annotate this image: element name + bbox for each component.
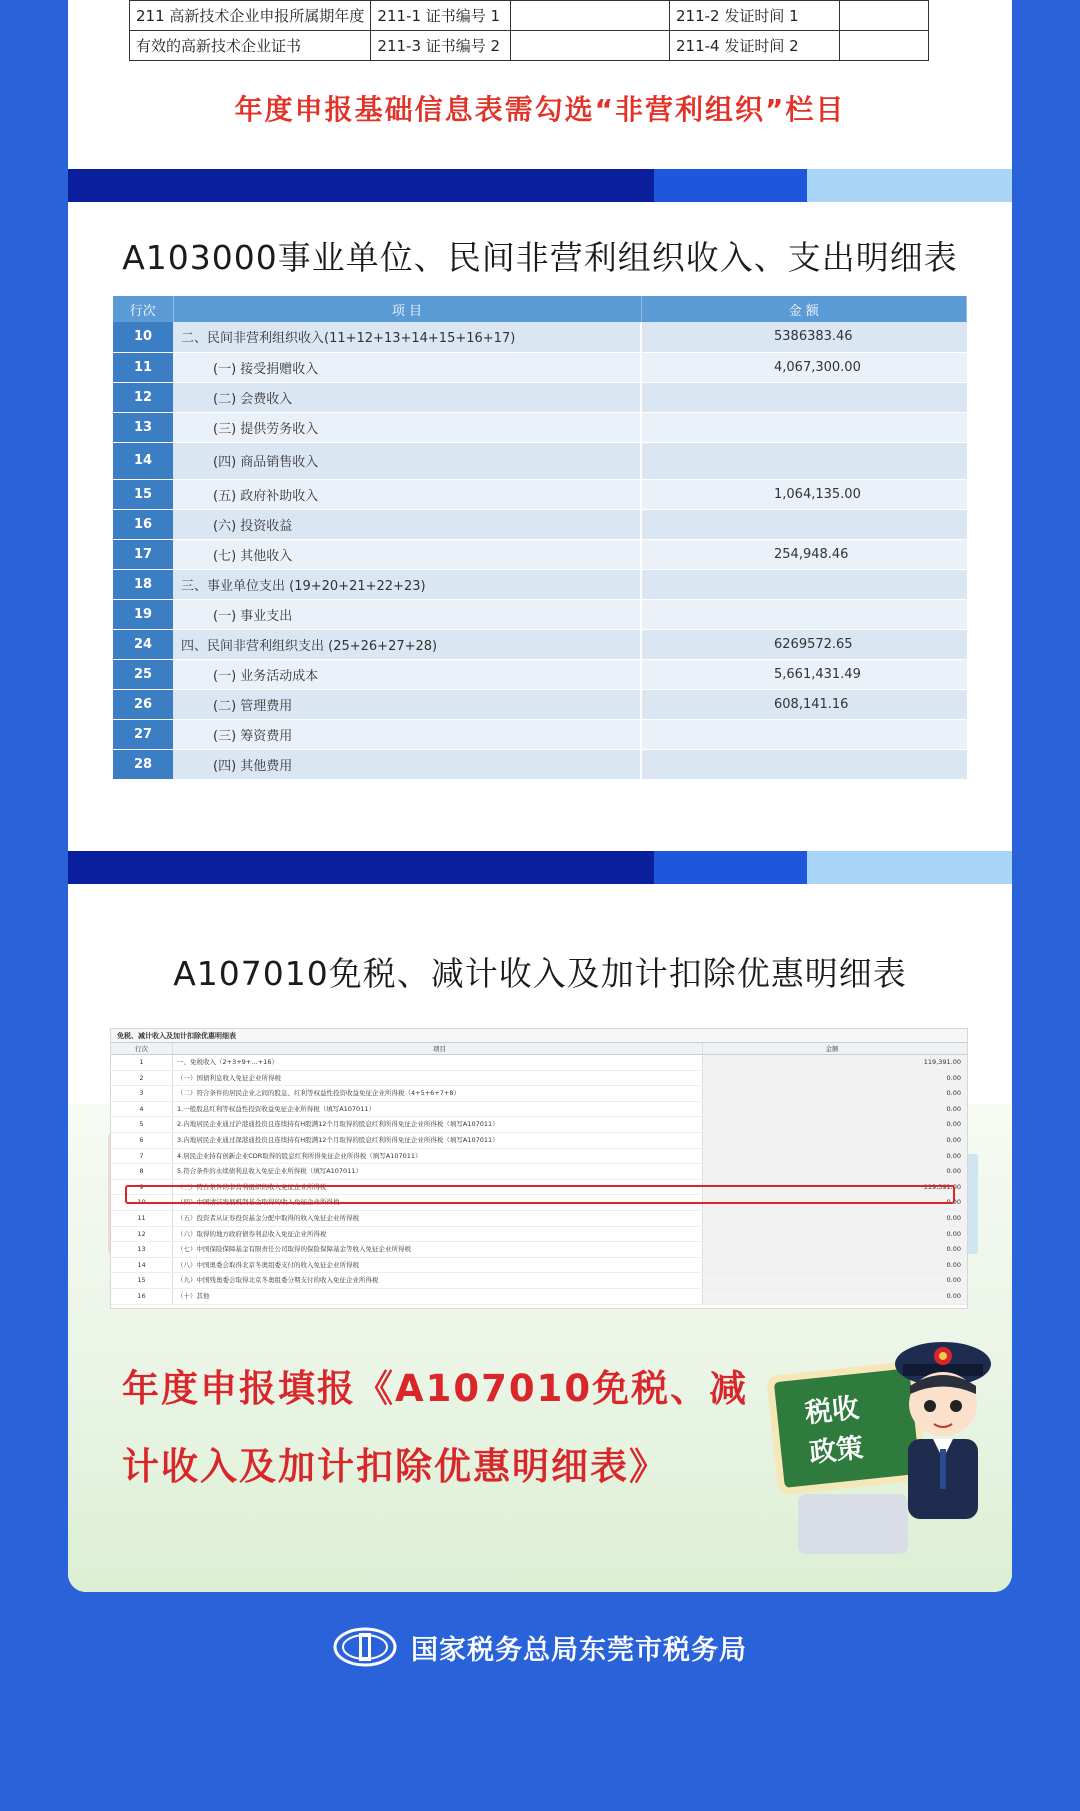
certificate-row bbox=[130, 31, 929, 61]
col-header-amount: 金 额 bbox=[641, 296, 967, 322]
table-row bbox=[113, 599, 967, 629]
divider-stripe bbox=[68, 169, 1012, 203]
form-row-number: 16 bbox=[111, 1289, 173, 1304]
form-col-rownum: 行次 bbox=[111, 1043, 173, 1054]
certificate-cell bbox=[511, 31, 670, 61]
form-col-item: 项目 bbox=[173, 1043, 703, 1054]
a107010-card bbox=[68, 884, 1012, 1592]
form-row-item: 一、免税收入（2+3+9+…+16） bbox=[173, 1055, 703, 1070]
instruction-line-1: 年度申报填报《A107010免税、减 bbox=[122, 1367, 749, 1410]
form-row-item: （四）中国清洁发展机制基金取得的收入免征企业所得税 bbox=[173, 1195, 703, 1210]
form-row-item: 4.居民企业持有创新企业CDR取得的股息红利所得免征企业所得税（填写A107011） bbox=[173, 1149, 703, 1164]
row-number: 16 bbox=[113, 509, 173, 539]
row-number: 17 bbox=[113, 539, 173, 569]
form-row-amount: 0.00 bbox=[703, 1195, 967, 1210]
table-row bbox=[113, 689, 967, 719]
form-row-item: （二）符合条件的居民企业之间的股息、红利等权益性投资收益免征企业所得税（4+5+6+7+8） bbox=[173, 1086, 703, 1101]
row-amount bbox=[641, 749, 967, 779]
table-row bbox=[113, 719, 967, 749]
row-number: 25 bbox=[113, 659, 173, 689]
table-row bbox=[113, 569, 967, 599]
form-row-number: 11 bbox=[111, 1211, 173, 1226]
form-row-number: 7 bbox=[111, 1149, 173, 1164]
form-row bbox=[111, 1086, 967, 1102]
row-number: 19 bbox=[113, 599, 173, 629]
row-amount bbox=[641, 569, 967, 599]
form-row-item: （五）投资者从证券投资基金分配中取得的收入免征企业所得税 bbox=[173, 1211, 703, 1226]
form-row-item: 2.内地居民企业通过沪港通投资且连续持有H股满12个月取得的股息红利所得免征企业所得税（填写A107011） bbox=[173, 1117, 703, 1132]
form-row-item: （九）中国残奥委会取得北京冬奥组委分期支付的收入免征企业所得税 bbox=[173, 1273, 703, 1288]
certificate-row bbox=[130, 1, 929, 31]
form-row bbox=[111, 1149, 967, 1165]
certificate-cell: 211-1 证书编号 1 bbox=[371, 1, 511, 31]
instruction-line-2: 计收入及加计扣除优惠明细表》 bbox=[122, 1445, 668, 1488]
row-amount: 608,141.16 bbox=[641, 689, 967, 719]
table-row bbox=[113, 659, 967, 689]
row-amount: 6269572.65 bbox=[641, 629, 967, 659]
table-row bbox=[113, 382, 967, 412]
row-amount: 4,067,300.00 bbox=[641, 352, 967, 382]
form-row-item: （七）中国保险保障基金有限责任公司取得的保险保障基金等收入免征企业所得税 bbox=[173, 1242, 703, 1257]
row-item: (三) 筹资费用 bbox=[173, 719, 641, 749]
row-item: 三、事业单位支出 (19+20+21+22+23) bbox=[173, 569, 641, 599]
form-row bbox=[111, 1117, 967, 1133]
row-amount: 5,661,431.49 bbox=[641, 659, 967, 689]
row-amount: 254,948.46 bbox=[641, 539, 967, 569]
form-row-item: （十）其他 bbox=[173, 1289, 703, 1304]
table-row bbox=[113, 322, 967, 352]
form-row-number: 13 bbox=[111, 1242, 173, 1257]
org-name: 国家税务总局东莞市税务局 bbox=[411, 1634, 747, 1666]
board-text-1: 税收 bbox=[803, 1392, 861, 1430]
tax-bureau-logo-icon bbox=[333, 1627, 397, 1667]
row-number: 10 bbox=[113, 322, 173, 352]
form-row-number: 2 bbox=[111, 1071, 173, 1086]
row-item: (二) 会费收入 bbox=[173, 382, 641, 412]
row-item: (六) 投资收益 bbox=[173, 509, 641, 539]
form-row-amount: 0.00 bbox=[703, 1086, 967, 1101]
row-number: 15 bbox=[113, 479, 173, 509]
form-row-amount: 0.00 bbox=[703, 1149, 967, 1164]
form-row-number: 1 bbox=[111, 1055, 173, 1070]
certificate-cell: 211-2 发证时间 1 bbox=[670, 1, 840, 31]
row-number: 12 bbox=[113, 382, 173, 412]
top-card bbox=[68, 0, 1012, 170]
form-title: 免税、减计收入及加计扣除优惠明细表 bbox=[111, 1029, 967, 1043]
notice-nonprofit: 年度申报基础信息表需勾选“非营利组织”栏目 bbox=[234, 93, 846, 126]
table-row bbox=[113, 509, 967, 539]
form-row bbox=[111, 1164, 967, 1180]
row-amount: 5386383.46 bbox=[641, 322, 967, 352]
form-row-amount: 0.00 bbox=[703, 1117, 967, 1132]
row-amount bbox=[641, 442, 967, 479]
form-row-amount: 0.00 bbox=[703, 1273, 967, 1288]
table-row bbox=[113, 442, 967, 479]
row-amount: 1,064,135.00 bbox=[641, 479, 967, 509]
a103000-card bbox=[68, 202, 1012, 852]
form-row-amount: 0.00 bbox=[703, 1289, 967, 1304]
form-row-item: 1.一般股息红利等权益性投资收益免征企业所得税（填写A107011） bbox=[173, 1102, 703, 1117]
row-number: 26 bbox=[113, 689, 173, 719]
form-row bbox=[111, 1273, 967, 1289]
row-item: (一) 业务活动成本 bbox=[173, 659, 641, 689]
row-number: 28 bbox=[113, 749, 173, 779]
form-row-amount: 119,391.00 bbox=[703, 1180, 967, 1195]
row-number: 27 bbox=[113, 719, 173, 749]
form-row bbox=[111, 1227, 967, 1243]
form-row-amount: 0.00 bbox=[703, 1133, 967, 1148]
table-row bbox=[113, 629, 967, 659]
form-row-item: 3.内地居民企业通过深港通投资且连续持有H股满12个月取得的股息红利所得免征企业所得税（填写A107011） bbox=[173, 1133, 703, 1148]
certificate-cell: 211 高新技术企业申报所属期年度 bbox=[130, 1, 371, 31]
row-number: 18 bbox=[113, 569, 173, 599]
form-row-item: （一）国债利息收入免征企业所得税 bbox=[173, 1071, 703, 1086]
form-col-amount: 金额 bbox=[825, 1045, 839, 1053]
certificate-cell bbox=[839, 1, 928, 31]
row-amount bbox=[641, 599, 967, 629]
a103000-table bbox=[113, 296, 967, 780]
table-row bbox=[113, 479, 967, 509]
form-row bbox=[111, 1289, 967, 1305]
form-row-number: 12 bbox=[111, 1227, 173, 1242]
form-row-item: （六）取得的地方政府债券利息收入免征企业所得税 bbox=[173, 1227, 703, 1242]
form-row-item: （三）符合条件的非营利组织的收入免征企业所得税 bbox=[173, 1180, 703, 1195]
section-title: A103000事业单位、民间非营利组织收入、支出明细表 bbox=[122, 238, 958, 277]
form-screenshot bbox=[110, 1028, 968, 1309]
row-amount bbox=[641, 412, 967, 442]
row-number: 24 bbox=[113, 629, 173, 659]
table-row bbox=[113, 352, 967, 382]
row-number: 13 bbox=[113, 412, 173, 442]
form-row-amount: 0.00 bbox=[703, 1227, 967, 1242]
row-item: (一) 事业支出 bbox=[173, 599, 641, 629]
row-number: 11 bbox=[113, 352, 173, 382]
row-amount bbox=[641, 509, 967, 539]
form-row-amount: 0.00 bbox=[703, 1242, 967, 1257]
row-item: 四、民间非营利组织支出 (25+26+27+28) bbox=[173, 629, 641, 659]
row-number: 14 bbox=[113, 442, 173, 479]
form-row-number: 15 bbox=[111, 1273, 173, 1288]
table-row bbox=[113, 749, 967, 779]
row-item: (三) 提供劳务收入 bbox=[173, 412, 641, 442]
certificate-table bbox=[129, 0, 929, 61]
form-row-amount: 0.00 bbox=[703, 1164, 967, 1179]
form-row-amount: 0.00 bbox=[703, 1211, 967, 1226]
table-row bbox=[113, 412, 967, 442]
table-row bbox=[113, 539, 967, 569]
board-text-2: 政策 bbox=[807, 1432, 865, 1469]
row-amount bbox=[641, 382, 967, 412]
highlight-box bbox=[125, 1185, 955, 1204]
footer bbox=[0, 1622, 1080, 1672]
form-row-number: 8 bbox=[111, 1164, 173, 1179]
certificate-cell: 有效的高新技术企业证书 bbox=[130, 31, 371, 61]
row-item: (四) 商品销售收入 bbox=[173, 442, 641, 479]
form-row-number: 3 bbox=[111, 1086, 173, 1101]
form-row bbox=[111, 1133, 967, 1149]
form-row-amount: 0.00 bbox=[703, 1102, 967, 1117]
row-item: (二) 管理费用 bbox=[173, 689, 641, 719]
row-item: (七) 其他收入 bbox=[173, 539, 641, 569]
form-row bbox=[111, 1102, 967, 1118]
form-row-number: 10 bbox=[111, 1195, 173, 1210]
tax-officer-mascot-icon bbox=[888, 1324, 998, 1524]
certificate-cell bbox=[839, 31, 928, 61]
form-row bbox=[111, 1242, 967, 1258]
section-title: A107010免税、减计收入及加计扣除优惠明细表 bbox=[173, 954, 907, 993]
row-item: (四) 其他费用 bbox=[173, 749, 641, 779]
certificate-cell: 211-3 证书编号 2 bbox=[371, 31, 511, 61]
row-amount bbox=[641, 719, 967, 749]
form-row bbox=[111, 1071, 967, 1087]
form-row-number: 4 bbox=[111, 1102, 173, 1117]
form-row-number: 14 bbox=[111, 1258, 173, 1273]
form-row bbox=[111, 1258, 967, 1274]
instruction-text bbox=[122, 1350, 762, 1506]
form-header bbox=[111, 1043, 967, 1055]
form-row-item: （八）中国奥委会取得北京冬奥组委支付的收入免征企业所得税 bbox=[173, 1258, 703, 1273]
certificate-cell bbox=[511, 1, 670, 31]
form-row bbox=[111, 1211, 967, 1227]
divider-stripe bbox=[68, 851, 1012, 885]
form-row bbox=[111, 1055, 967, 1071]
row-item: (一) 接受捐赠收入 bbox=[173, 352, 641, 382]
certificate-cell: 211-4 发证时间 2 bbox=[670, 31, 840, 61]
form-row-number: 6 bbox=[111, 1133, 173, 1148]
row-item: (五) 政府补助收入 bbox=[173, 479, 641, 509]
col-header-item: 项 目 bbox=[173, 296, 641, 322]
form-row-amount: 0.00 bbox=[703, 1258, 967, 1273]
form-row-amount: 119,391.00 bbox=[703, 1055, 967, 1070]
col-header-rownum: 行次 bbox=[113, 296, 173, 322]
form-row-item: 5.符合条件的永续债利息收入免征企业所得税（填写A107011） bbox=[173, 1164, 703, 1179]
form-row-number: 9 bbox=[111, 1180, 173, 1195]
form-row-number: 5 bbox=[111, 1117, 173, 1132]
row-item: 二、民间非营利组织收入(11+12+13+14+15+16+17) bbox=[173, 322, 641, 352]
form-row-amount: 0.00 bbox=[703, 1071, 967, 1086]
